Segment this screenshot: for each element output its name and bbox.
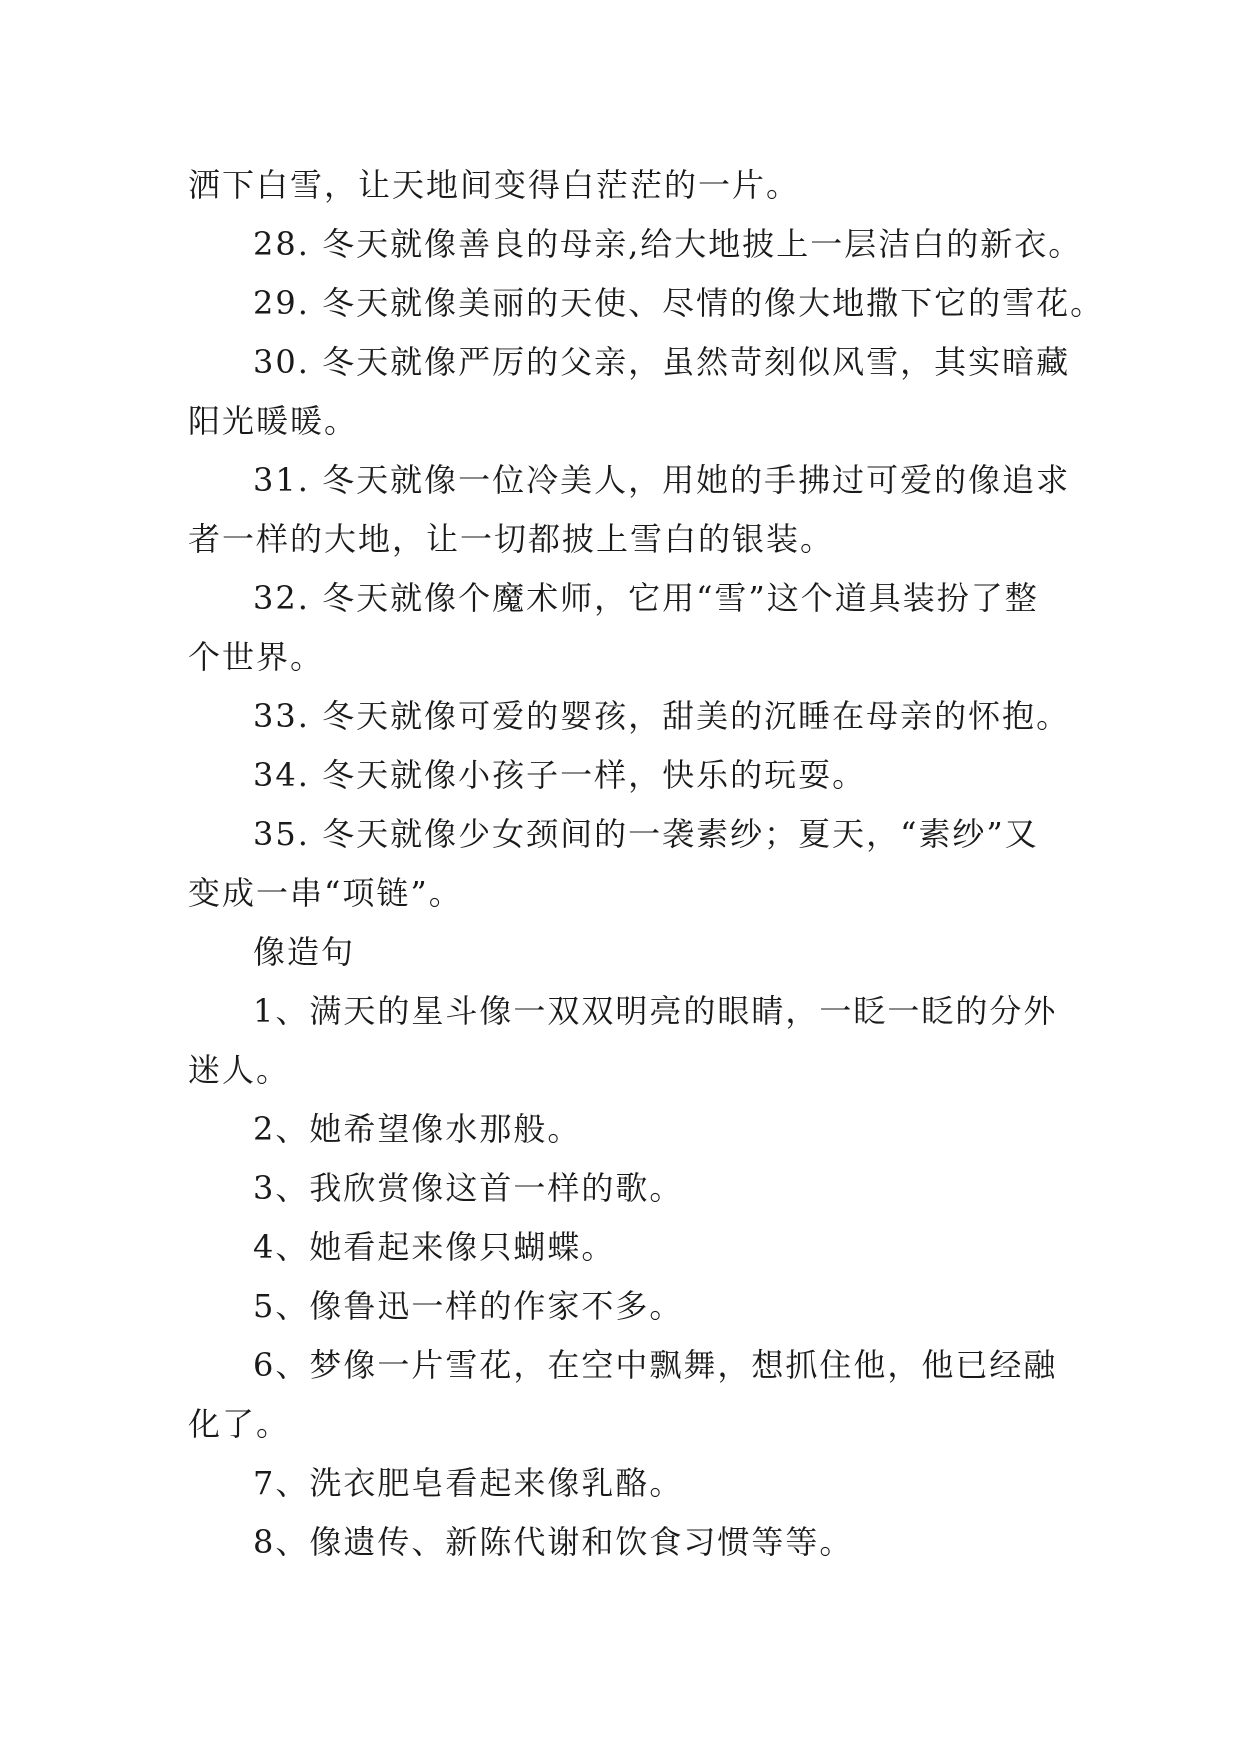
text-line: 个世界。: [188, 638, 325, 676]
text-line: 30. 冬天就像严厉的父亲，虽然苛刻似风雪，其实暗藏: [253, 343, 1071, 381]
text-line: 洒下白雪，让天地间变得白茫茫的一片。: [188, 166, 801, 204]
text-line: 7、洗衣肥皂看起来像乳酪。: [253, 1464, 684, 1502]
text-line: 31. 冬天就像一位冷美人，用她的手拂过可爱的像追求: [253, 461, 1071, 499]
text-line: 迷人。: [188, 1051, 291, 1089]
text-line: 32. 冬天就像个魔术师，它用“雪”这个道具装扮了整: [253, 579, 1039, 617]
text-line: 28. 冬天就像善良的母亲,给大地披上一层洁白的新衣。: [253, 225, 1083, 263]
text-line: 化了。: [188, 1405, 291, 1443]
text-line: 5、像鲁迅一样的作家不多。: [253, 1287, 684, 1325]
text-line: 35. 冬天就像少女颈间的一袭素纱；夏天，“素纱”又: [253, 815, 1039, 853]
text-line: 1、满天的星斗像一双双明亮的眼睛，一眨一眨的分外: [253, 992, 1058, 1030]
text-line: 33. 冬天就像可爱的婴孩，甜美的沉睡在母亲的怀抱。: [253, 697, 1071, 735]
text-line: 2、她希望像水那般。: [253, 1110, 582, 1148]
text-line: 变成一串“项链”。: [188, 874, 463, 912]
text-line: 阳光暖暖。: [188, 402, 359, 440]
text-line: 3、我欣赏像这首一样的歌。: [253, 1169, 684, 1207]
text-line: 6、梦像一片雪花，在空中飘舞，想抓住他，他已经融: [253, 1346, 1058, 1384]
text-line: 29. 冬天就像美丽的天使、尽情的像大地撒下它的雪花。: [253, 284, 1105, 322]
text-line: 8、像遗传、新陈代谢和饮食习惯等等。: [253, 1523, 854, 1561]
text-line: 34. 冬天就像小孩子一样，快乐的玩耍。: [253, 756, 867, 794]
text-line: 4、她看起来像只蝴蝶。: [253, 1228, 616, 1266]
section-heading: 像造句: [253, 933, 356, 971]
text-line: 者一样的大地，让一切都披上雪白的银装。: [188, 520, 835, 558]
